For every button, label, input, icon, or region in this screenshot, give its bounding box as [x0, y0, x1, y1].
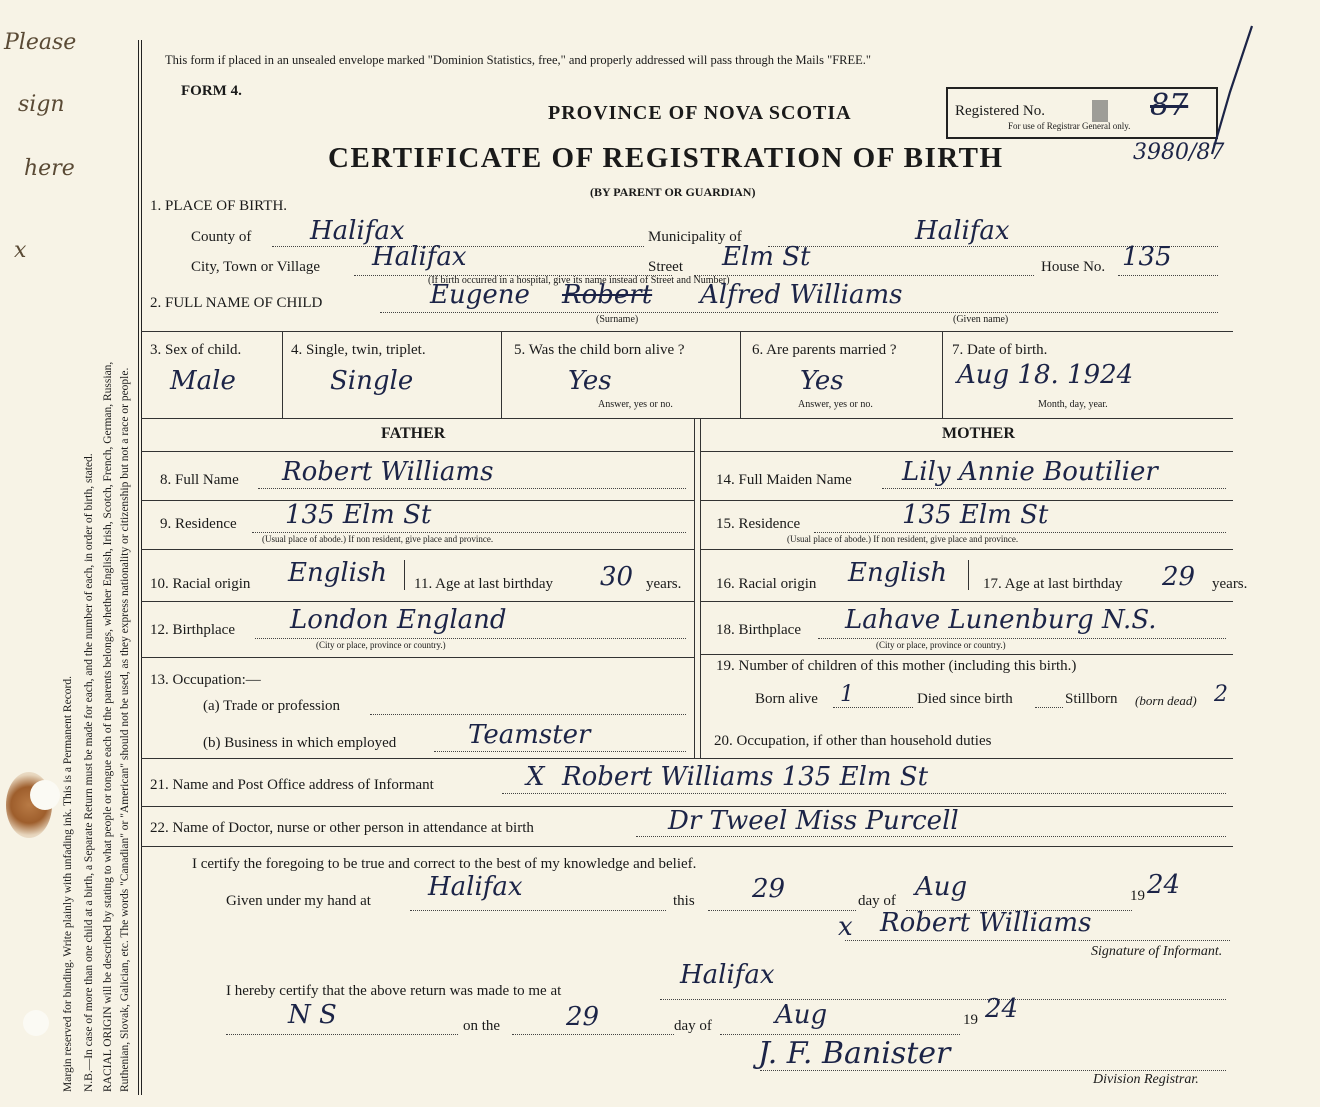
- informant-signature: Robert Williams: [880, 908, 1092, 938]
- cell-divider: [942, 331, 943, 418]
- margin-note: Ruthenian, Slovak, Galician, etc. The words "Canadian" or "American" should not be used, as they express nationality or citizenship but not a race or people.: [119, 367, 131, 1092]
- column-divider: [694, 418, 695, 758]
- row-rule: [141, 331, 1233, 332]
- registrar-general-note: For use of Registrar General only.: [1008, 121, 1131, 131]
- row-rule: [700, 549, 1233, 550]
- surname-caption: (Surname): [596, 314, 639, 325]
- street-label: Street: [648, 259, 683, 275]
- born-alive-label: 5. Was the child born alive ?: [514, 342, 685, 358]
- registrar-signature: J. F. Banister: [758, 1036, 951, 1071]
- mother-origin-value: English: [848, 558, 948, 588]
- cell-divider: [282, 331, 283, 418]
- hospital-note: (If birth occurred in a hospital, give its name instead of Street and Number): [428, 275, 730, 286]
- signature-mark: x: [838, 912, 853, 942]
- mother-years: years.: [1212, 576, 1248, 592]
- business-line: [434, 751, 686, 752]
- father-origin-value: English: [288, 558, 388, 588]
- occupation-label: 13. Occupation:—: [150, 672, 261, 688]
- father-name-line: [258, 488, 686, 489]
- year-value: 24: [1147, 870, 1181, 900]
- born-alive-count-label: Born alive: [755, 691, 818, 707]
- reg-year-prefix: 19: [963, 1012, 978, 1028]
- mother-age-label: 17. Age at last birthday: [983, 576, 1123, 592]
- punched-hole: [23, 1010, 49, 1036]
- house-value: 135: [1122, 242, 1172, 272]
- stillborn-label: Stillborn: [1065, 691, 1118, 707]
- pencil-note: x: [14, 238, 27, 263]
- margin-note: N.B.—In case of more than one child at a birth, a Separate Return must be made for each, and the number of each, in order of birth, stated.: [83, 453, 95, 1092]
- check-mark: [1190, 22, 1260, 162]
- business-label: (b) Business in which employed: [203, 735, 397, 751]
- frame-left-rule: [141, 40, 142, 1095]
- father-birthplace-caption: (City or place, province or country.): [316, 640, 446, 650]
- born-alive-count-line: [833, 707, 913, 708]
- registrar-pre-value: N S: [288, 1000, 337, 1030]
- file-annotation: 3980/87: [1133, 140, 1225, 165]
- born-alive-value: Yes: [568, 366, 612, 396]
- mother-name-value: Lily Annie Boutilier: [902, 457, 1158, 487]
- given-at-line: [410, 910, 666, 911]
- registrar-at-line: [660, 999, 1226, 1000]
- city-label: City, Town or Village: [191, 259, 321, 275]
- trade-label: (a) Trade or profession: [203, 698, 341, 714]
- margin-note: Margin reserved for binding. Write plainly with unfading ink. This is a Permanent Record.: [62, 675, 74, 1092]
- registrar-pre-line: [226, 1034, 458, 1035]
- certificate-subtitle: (BY PARENT OR GUARDIAN): [590, 185, 756, 199]
- this-label: this: [673, 893, 695, 909]
- day-value: 29: [752, 874, 786, 904]
- reg-day-line: [512, 1034, 674, 1035]
- father-residence-value: 135 Elm St: [285, 500, 432, 530]
- dob-caption: Month, day, year.: [1038, 399, 1108, 410]
- plurality-value: Single: [330, 366, 414, 396]
- doctor-line: [636, 836, 1226, 837]
- married-label: 6. Are parents married ?: [752, 342, 897, 358]
- born-alive-caption: Answer, yes or no.: [598, 399, 673, 410]
- registrar-signature-line: [760, 1070, 1226, 1071]
- row-rule: [700, 654, 1233, 655]
- pencil-note: here: [24, 156, 75, 181]
- row-rule: [141, 549, 694, 550]
- year-prefix: 19: [1130, 888, 1145, 904]
- mother-birthplace-line: [818, 638, 1226, 639]
- registrar-statement: I hereby certify that the above return was made to me at: [226, 983, 562, 999]
- died-since-birth-label: Died since birth: [917, 691, 1013, 707]
- child-struck-name: Robert: [562, 280, 653, 310]
- on-the-label: on the: [463, 1018, 501, 1034]
- mother-name-line: [882, 488, 1226, 489]
- informant-label: 21. Name and Post Office address of Informant: [150, 777, 434, 793]
- punched-hole: [30, 780, 60, 810]
- mother-residence-value: 135 Elm St: [902, 500, 1049, 530]
- dob-value: Aug 18. 1924: [957, 360, 1134, 390]
- cell-divider: [968, 560, 969, 590]
- married-value: Yes: [800, 366, 844, 396]
- row-rule: [141, 451, 694, 452]
- month-value: Aug: [915, 872, 968, 902]
- row-rule: [141, 657, 694, 658]
- father-heading: FATHER: [381, 425, 446, 442]
- given-name-caption: (Given name): [953, 314, 1009, 325]
- children-count-label: 19. Number of children of this mother (including this birth.): [716, 658, 1077, 674]
- doctor-label: 22. Name of Doctor, nurse or other person in attendance at birth: [150, 820, 534, 836]
- mother-occupation-label: 20. Occupation, if other than household duties: [714, 733, 992, 749]
- county-label: County of: [191, 229, 252, 245]
- mother-origin-label: 16. Racial origin: [716, 576, 817, 592]
- died-since-birth-line: [1035, 707, 1063, 708]
- county-value: Halifax: [310, 216, 405, 246]
- given-under-label: Given under my hand at: [226, 893, 371, 909]
- child-given-name: Eugene: [430, 280, 530, 310]
- stillborn-note: (born dead): [1135, 693, 1197, 708]
- mother-birthplace-label: 18. Birthplace: [716, 622, 801, 638]
- father-birthplace-label: 12. Birthplace: [150, 622, 235, 638]
- province-heading: PROVINCE OF NOVA SCOTIA: [548, 102, 852, 124]
- born-alive-count-value: 1: [840, 682, 854, 707]
- sex-label: 3. Sex of child.: [150, 342, 242, 358]
- mother-residence-line: [814, 532, 1226, 533]
- business-value: Teamster: [468, 720, 591, 750]
- row-rule: [700, 451, 1233, 452]
- registrar-at-value: Halifax: [680, 960, 775, 990]
- row-rule: [141, 758, 1233, 759]
- mother-residence-caption: (Usual place of abode.) If non resident, give place and province.: [787, 534, 1019, 544]
- father-birthplace-value: London England: [290, 605, 507, 635]
- married-caption: Answer, yes or no.: [798, 399, 873, 410]
- column-divider: [700, 418, 701, 758]
- municipality-label: Municipality of: [648, 229, 742, 245]
- margin-note: RACIAL ORIGIN will be described by stating to what people or tongue each of the parents belongs, whether English, Irish, Scotch, French, German, Russian,: [102, 361, 114, 1092]
- city-value: Halifax: [372, 242, 467, 272]
- mother-birthplace-value: Lahave Lunenburg N.S.: [845, 605, 1157, 635]
- mother-residence-label: 15. Residence: [716, 516, 801, 532]
- cell-divider: [501, 331, 502, 418]
- father-residence-line: [252, 532, 686, 533]
- dob-label: 7. Date of birth.: [952, 342, 1048, 358]
- row-rule: [141, 846, 1233, 847]
- mother-birthplace-caption: (City or place, province or country.): [876, 640, 1006, 650]
- reg-year-value: 24: [985, 994, 1019, 1024]
- informant-line: [502, 793, 1226, 794]
- postal-notice: This form if placed in an unsealed envelope marked "Dominion Statistics, free," and properly addressed will pass through the Mails "FREE.": [165, 53, 872, 67]
- father-origin-label: 10. Racial origin: [150, 576, 251, 592]
- row-rule: [141, 418, 1233, 419]
- father-residence-caption: (Usual place of abode.) If non resident, give place and province.: [262, 534, 494, 544]
- reg-month-value: Aug: [775, 1000, 828, 1030]
- signature-caption: Signature of Informant.: [1091, 944, 1223, 959]
- mother-age-value: 29: [1162, 562, 1196, 592]
- mother-heading: MOTHER: [942, 425, 1015, 442]
- street-line: [694, 275, 1034, 276]
- frame-left-rule: [138, 40, 139, 1095]
- informant-mark: X: [526, 762, 545, 792]
- registered-label: Registered No.: [955, 103, 1045, 119]
- reg-day-value: 29: [566, 1002, 600, 1032]
- child-name-label: 2. FULL NAME OF CHILD: [150, 295, 323, 311]
- given-at-value: Halifax: [428, 872, 523, 902]
- street-value: Elm St: [722, 242, 811, 272]
- certificate-title: CERTIFICATE OF REGISTRATION OF BIRTH: [328, 142, 1004, 174]
- row-rule: [700, 601, 1233, 602]
- father-name-value: Robert Williams: [282, 457, 494, 487]
- mother-name-label: 14. Full Maiden Name: [716, 472, 852, 488]
- father-name-label: 8. Full Name: [160, 472, 239, 488]
- sex-value: Male: [170, 366, 236, 396]
- child-name-line: [380, 312, 1218, 313]
- municipality-value: Halifax: [915, 216, 1010, 246]
- row-rule: [141, 601, 694, 602]
- trade-line: [370, 714, 686, 715]
- father-birthplace-line: [255, 638, 686, 639]
- reg-day-of-label: day of: [674, 1018, 712, 1034]
- pencil-note: sign: [18, 92, 65, 117]
- father-age-value: 30: [600, 562, 634, 592]
- plurality-label: 4. Single, twin, triplet.: [291, 342, 426, 358]
- reg-month-line: [720, 1034, 960, 1035]
- father-residence-label: 9. Residence: [160, 516, 237, 532]
- child-name-rest: Alfred Williams: [700, 280, 903, 310]
- registered-number: 87: [1150, 88, 1189, 123]
- father-years: years.: [646, 576, 682, 592]
- day-line: [708, 910, 856, 911]
- father-age-label: 11. Age at last birthday: [414, 576, 553, 592]
- certify-statement: I certify the foregoing to be true and correct to the best of my knowledge and belief.: [192, 856, 697, 872]
- cell-divider: [740, 331, 741, 418]
- signature-line: [845, 940, 1230, 941]
- place-heading: 1. PLACE OF BIRTH.: [150, 198, 288, 214]
- day-of-label: day of: [858, 893, 896, 909]
- pencil-note: Please: [4, 30, 77, 55]
- house-label: House No.: [1041, 259, 1106, 275]
- form-number: FORM 4.: [181, 83, 242, 99]
- informant-value: Robert Williams 135 Elm St: [562, 762, 929, 792]
- stamp-mark: [1092, 100, 1108, 122]
- stillborn-value: 2: [1214, 682, 1228, 707]
- house-line: [1118, 275, 1218, 276]
- cell-divider: [404, 560, 405, 590]
- doctor-value: Dr Tweel Miss Purcell: [668, 806, 959, 836]
- registrar-caption: Division Registrar.: [1093, 1072, 1199, 1087]
